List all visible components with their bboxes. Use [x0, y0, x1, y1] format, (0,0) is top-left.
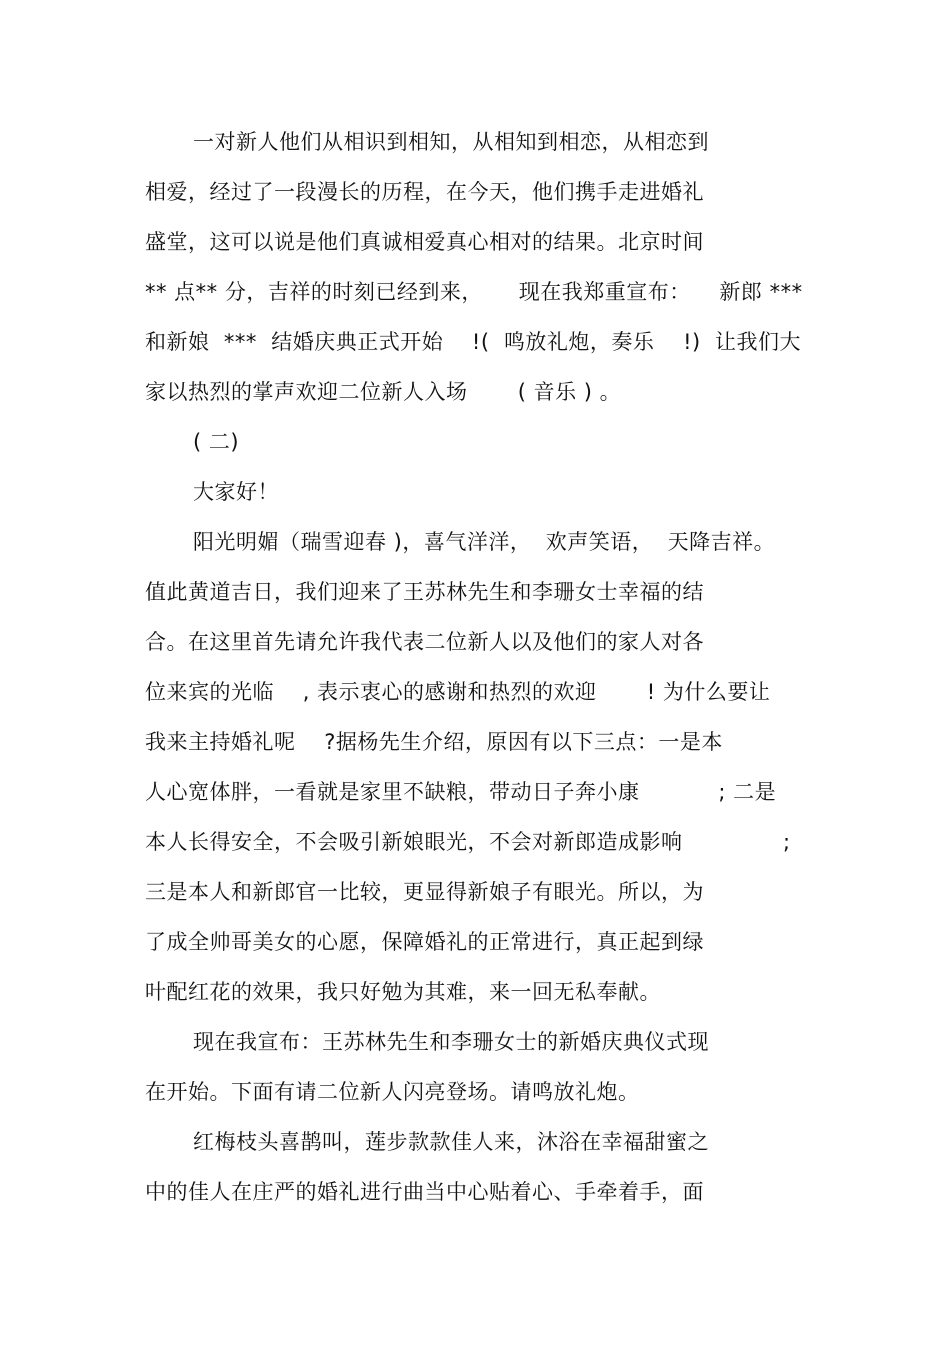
text-line: 本人长得安全，不会吸引新娘眼光，不会对新郎造成影响 ; — [145, 830, 791, 854]
text-line: 三是本人和新郎官一比较，更显得新娘子有眼光。所以，为 — [145, 880, 704, 904]
text-line: 合。在这里首先请允许我代表二位新人以及他们的家人对各 — [145, 630, 704, 654]
text-line: 家以热烈的掌声欢迎二位新人入场 ( 音乐 ) 。 — [145, 380, 622, 404]
text-line: 人心宽体胖，一看就是家里不缺粮，带动日子奔小康 ; 二是 — [145, 780, 777, 804]
text-line: ** 点** 分，吉祥的时刻已经到来， 现在我郑重宣布： 新郎 *** — [145, 280, 803, 304]
text-line: 红梅枝头喜鹊叫，莲步款款佳人来，沐浴在幸福甜蜜之 — [193, 1130, 709, 1154]
text-line: 现在我宣布：王苏林先生和李珊女士的新婚庆典仪式现 — [193, 1030, 709, 1054]
text-line: 和新娘 *** 结婚庆典正式开始 !( 鸣放礼炮，奏乐 !) 让我们大 — [145, 330, 802, 354]
text-line: 中的佳人在庄严的婚礼进行曲当中心贴着心、手牵着手，面 — [145, 1180, 704, 1204]
text-line: 在开始。下面有请二位新人闪亮登场。请鸣放礼炮。 — [145, 1080, 640, 1104]
text-line: 阳光明媚（瑞雪迎春 )，喜气洋洋， 欢声笑语， 天降吉祥。 — [193, 530, 776, 554]
greeting: 大家好！ — [193, 480, 279, 504]
text-line: 相爱，经过了一段漫长的历程，在今天，他们携手走进婚礼 — [145, 180, 704, 204]
text-line: 了成全帅哥美女的心愿，保障婚礼的正常进行，真正起到绿 — [145, 930, 704, 954]
text-line: 位来宾的光临 , 表示衷心的感谢和热烈的欢迎 ! 为什么要让 — [145, 680, 771, 704]
text-line: 我来主持婚礼呢 ?据杨先生介绍，原因有以下三点：一是本 — [145, 730, 723, 754]
text-line: 值此黄道吉日，我们迎来了王苏林先生和李珊女士幸福的结 — [145, 580, 704, 604]
text-line: 一对新人他们从相识到相知，从相知到相恋，从相恋到 — [193, 130, 709, 154]
text-line: 盛堂，这可以说是他们真诚相爱真心相对的结果。北京时间 — [145, 230, 704, 254]
text-line: 叶配红花的效果，我只好勉为其难，来一回无私奉献。 — [145, 980, 661, 1004]
section-heading: ( 二) — [193, 430, 240, 454]
